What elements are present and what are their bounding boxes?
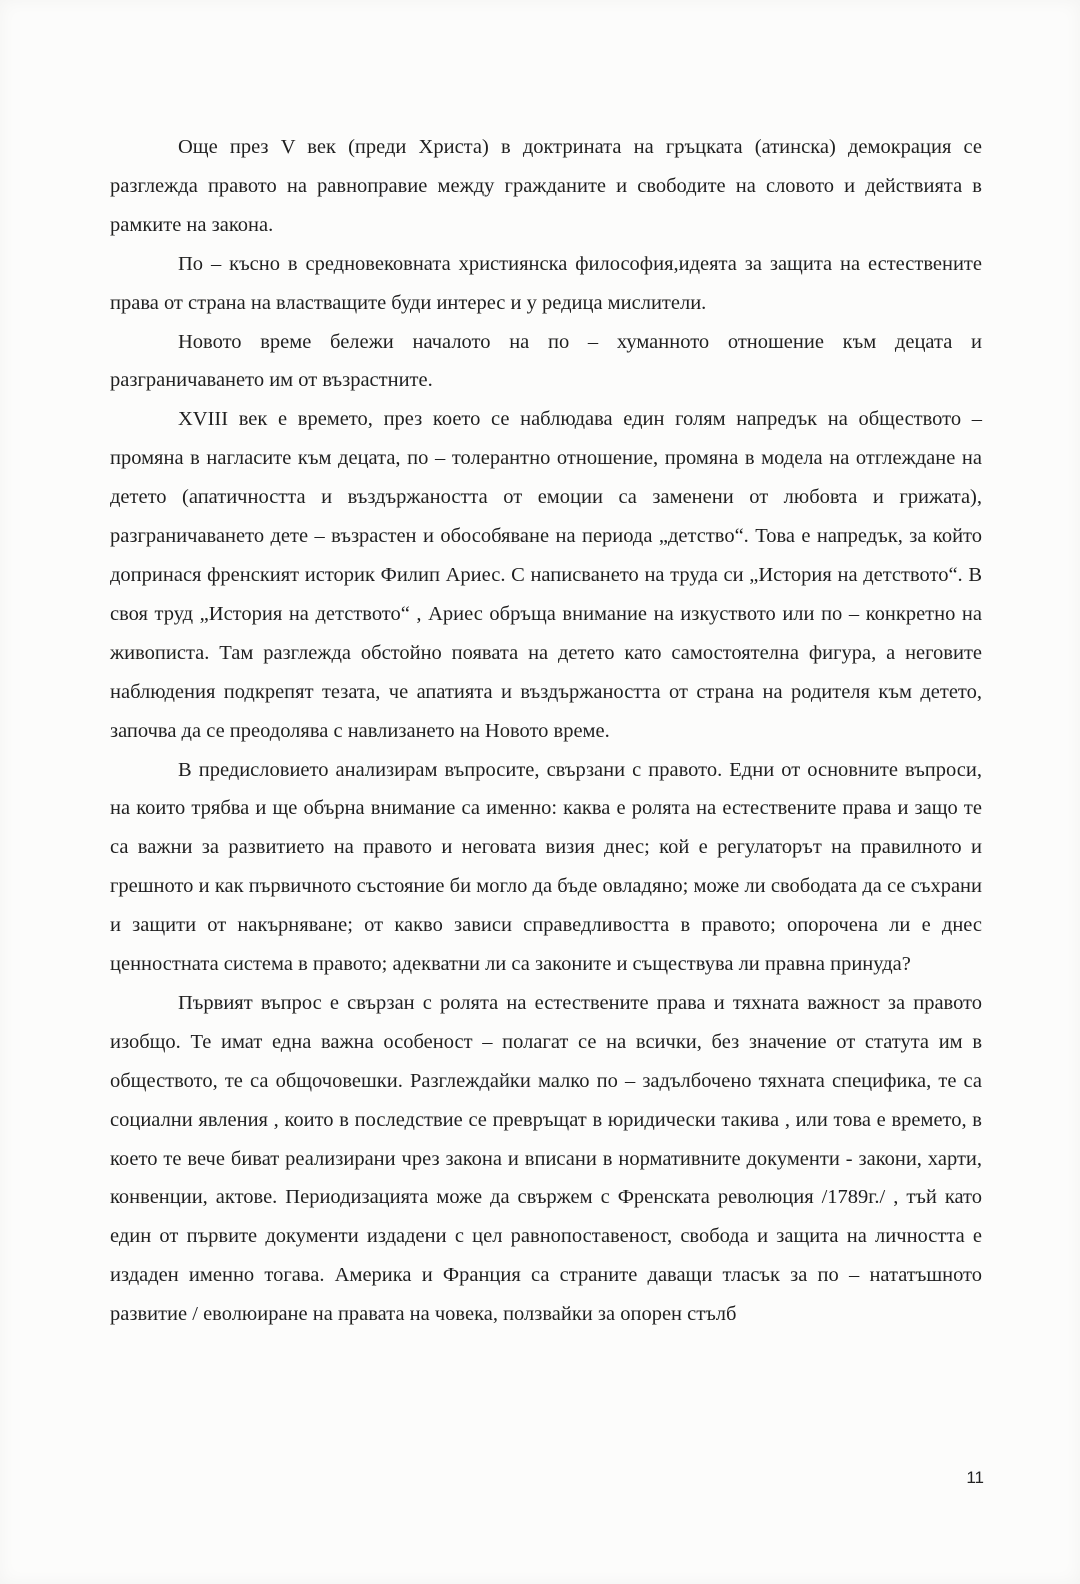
paragraph-preface-questions: В предисловието анализирам въпросите, свързани с правото. Едни от основните въпроси, на които трябва и ще обърна внимание са именно: каква е ролята на естествените права и защо те са важни за развитието на правото и неговата визия днес; кой е регулаторът на правилното и грешното и как първичното състояние би могло да бъде овладяно; може ли свободата да се съхрани и защити от накърняване; от какво зависи справедливостта в правото; опорочена ли е днес ценностната система в правото; адекватни ли са законите и съществува ли правна принуда?	[110, 758, 982, 976]
paragraph-ancient-greece: Още през V век (преди Христа) в доктрината на гръцката (атинска) демокрация се разглежда правото на равноправие между гражданите и свободите на словото и действията в рамките на закона.	[110, 136, 982, 236]
body-text	[110, 128, 982, 1334]
page-number: 11	[966, 1468, 984, 1487]
paragraph-eighteenth-century: XVIII век е времето, през което се наблюдава един голям напредък на обществото – промяна в нагласите към децата, по – толерантно отношение, промяна в модела на отглеждане на детето (апатичността и въздържаността от емоции са заменени от любовта и грижата), разграничаването дете – възрастен и обособяване на периода „детство“. Това е напредък, за който допринася френският историк Филип Ариес. С написването на труда си „История на детството“. В своя труд „История на детството“ , Ариес обръща внимание на изкуството или по – конкретно на живописта. Там разглежда обстойно появата на детето като самостоятелна фигура, а неговите наблюдения подкрепят тезата, че апатията и въздържаността от страна на родителя към детето, започва да се преодолява с навлизането на Новото време.	[110, 408, 982, 742]
paragraph-middle-ages: По – късно в средновековната християнска философия,идеята за защита на естествените права от страна на властващите буди интерес и у редица мислители.	[110, 252, 982, 314]
paragraph-natural-rights: Първият въпрос е свързан с ролята на естествените права и тяхната важност за правото изобщо. Те имат една важна особеност – полагат се на всички, без значение от статута им в обществото, те са общочовешки. Разглеждайки малко по – задълбочено тяхната специфика, те са социални явления , които в последствие се превръщат в юридически такива , или това е времето, в което те вече биват реализирани чрез закона и вписани в нормативните документи - закони, харти, конвенции, актове. Периодизацията може да свържем с Френската революция /1789г./ , тъй като един от първите документи издадени с цел равнопоставеност, свобода и защита на личността е издаден именно тогава. Америка и Франция са страните даващи тласък за по – нататъшното развитие / еволюиране на правата на човека, ползвайки за опорен стълб	[110, 991, 982, 1326]
paragraph-modern-era: Новото време бележи началото на по – хуманното отношение към децата и разграничаването им от възрастните.	[110, 330, 982, 392]
